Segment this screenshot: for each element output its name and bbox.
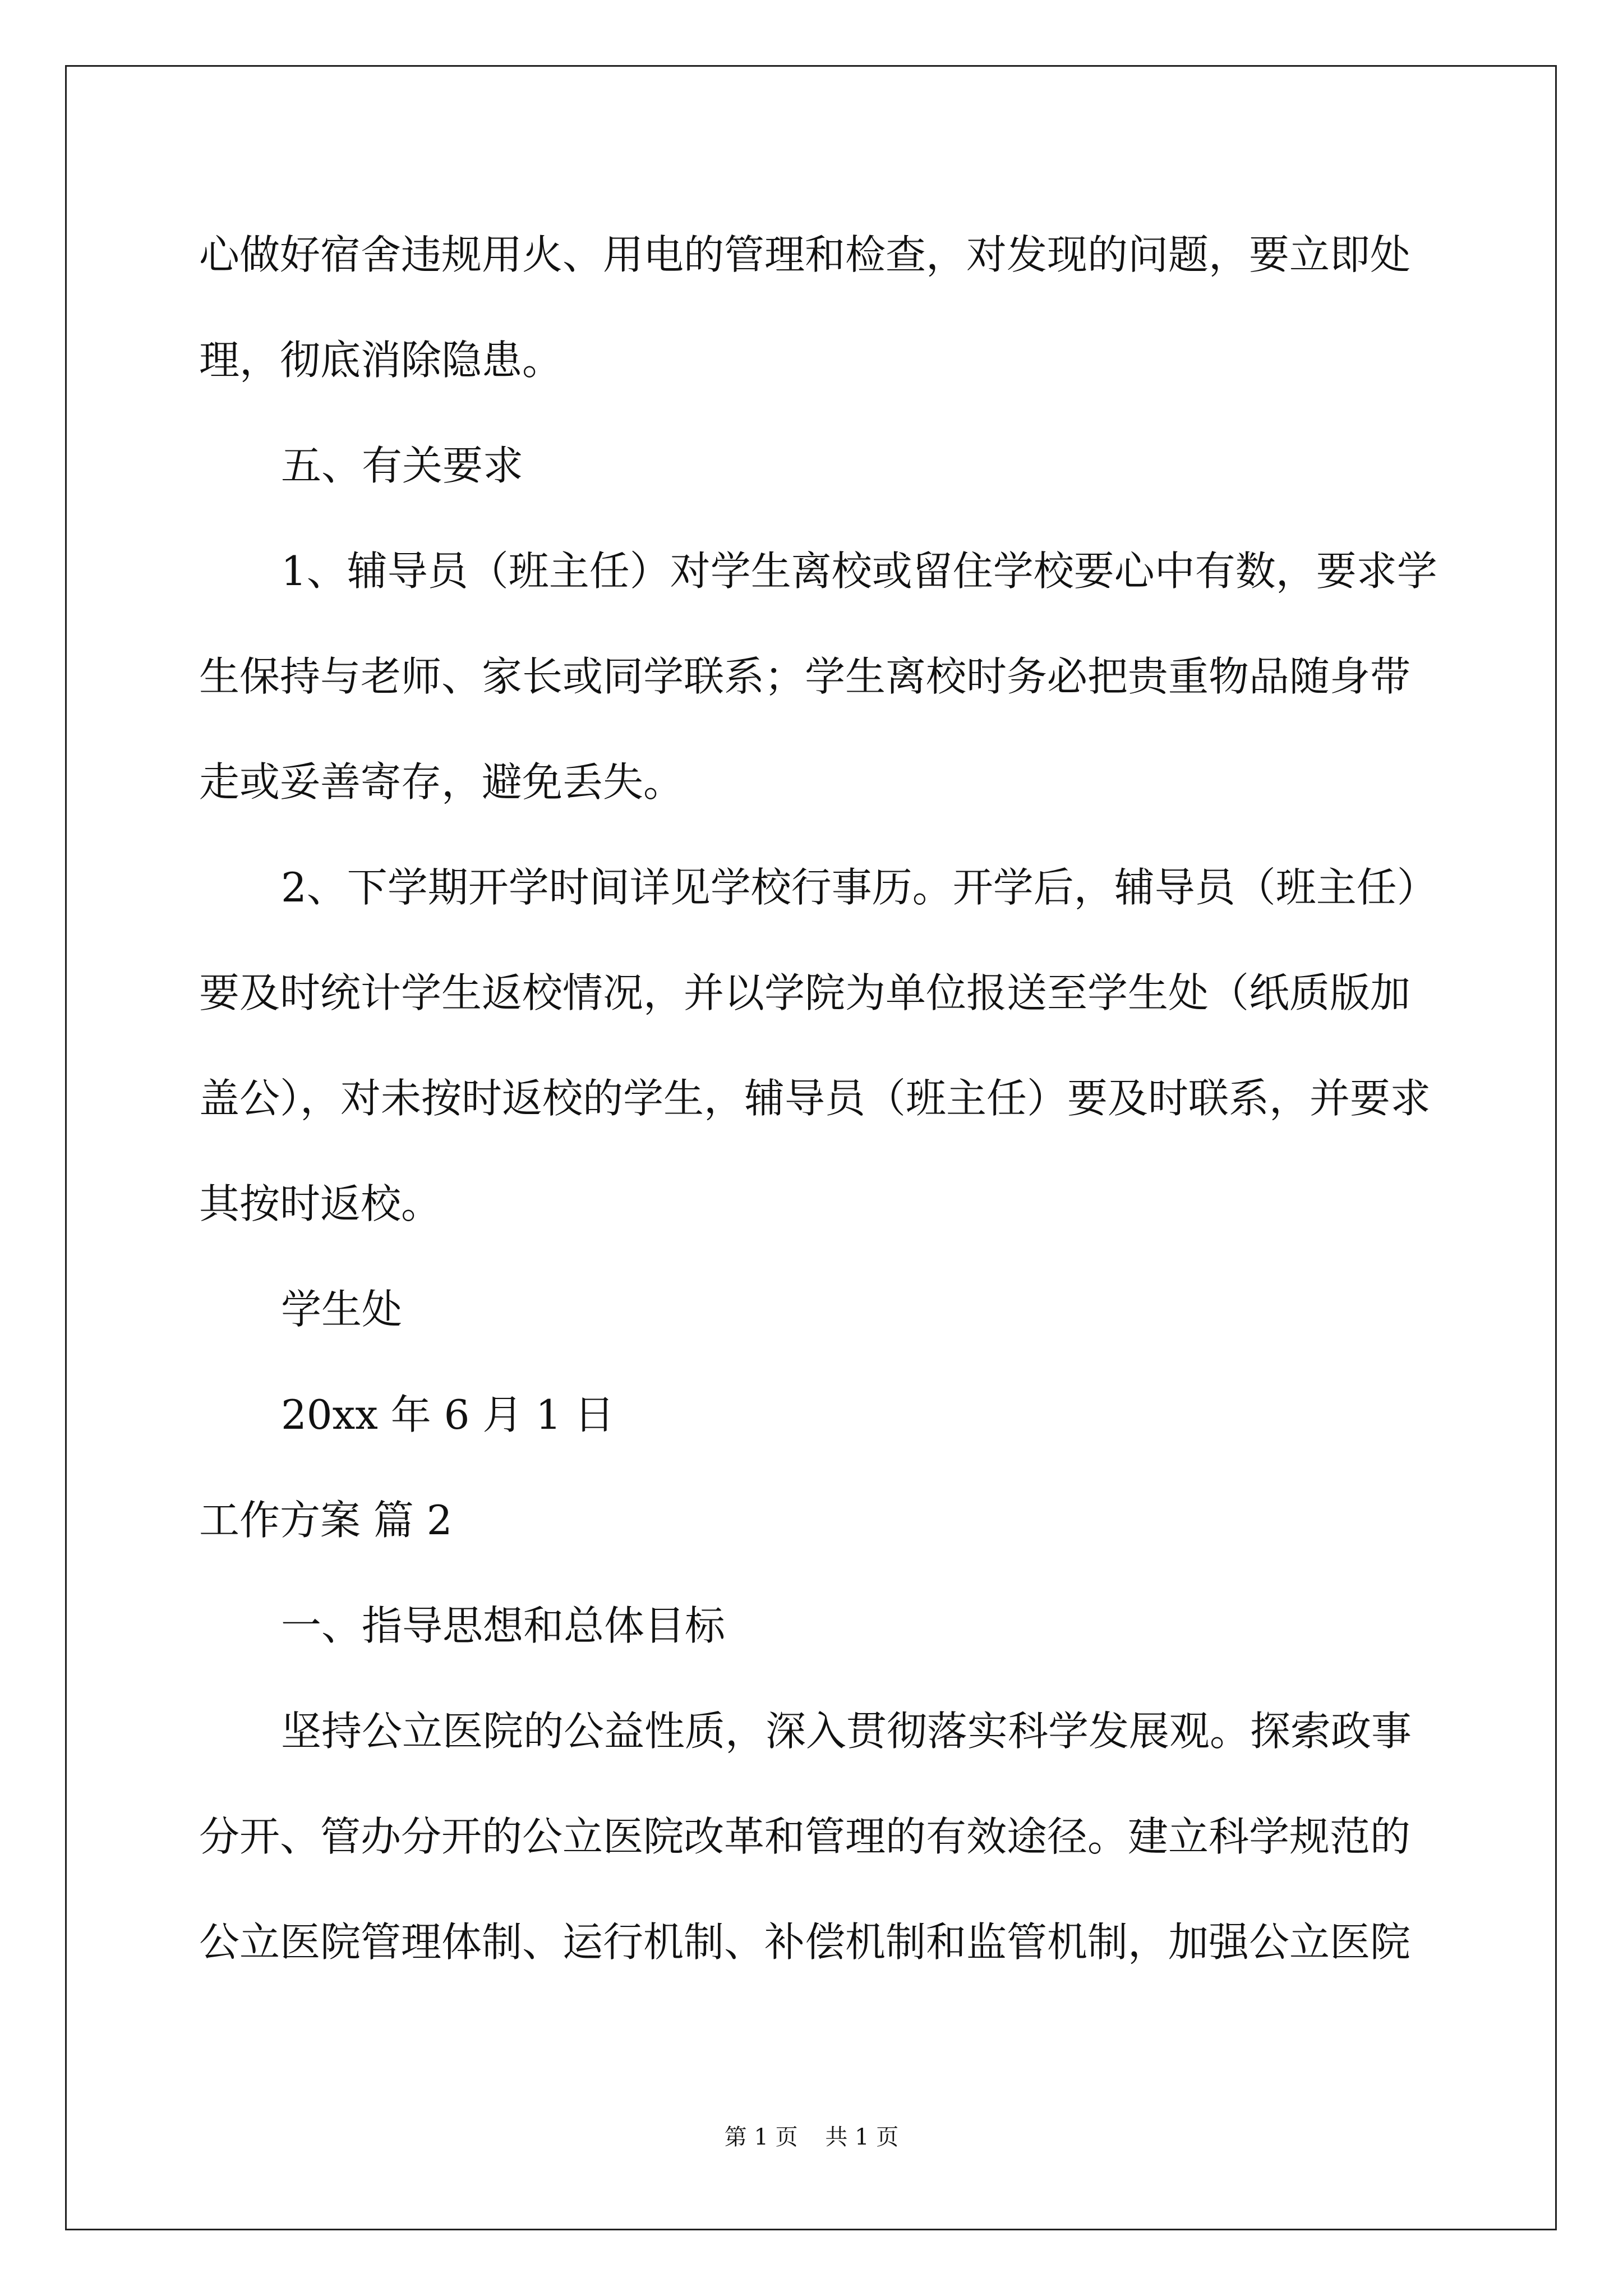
section-title-plan-2: 工作方案 篇 2: [199, 1497, 453, 1544]
text-line-8: 要及时统计学生返校情况，并以学院为单位报送至学生处（纸质版加: [199, 969, 1411, 1016]
text-line-15: 坚持公立医院的公益性质，深入贯彻落实科学发展观。探索政事: [281, 1708, 1412, 1755]
text-line-16: 分开、管办分开的公立医院改革和管理的有效途径。建立科学规范的: [199, 1813, 1411, 1860]
page-number-total: 共 1 页: [825, 2124, 899, 2150]
page-number-current: 第 1 页: [724, 2124, 798, 2150]
signature-date: 20xx 年 6 月 1 日: [281, 1391, 615, 1438]
text-line-5: 生保持与老师、家长或同学联系；学生离校时务必把贵重物品随身带: [199, 653, 1411, 700]
page-footer: [0, 2120, 1623, 2154]
text-line-4: 1、辅导员（班主任）对学生离校或留住学校要心中有数，要求学: [281, 547, 1437, 595]
text-line-7: 2、下学期开学时间详见学校行事历。开学后，辅导员（班主任）: [281, 864, 1437, 911]
document-body: [199, 202, 1437, 1995]
section-heading-requirements: 五、有关要求: [281, 442, 524, 489]
section-heading-guiding-ideology: 一、指导思想和总体目标: [281, 1602, 726, 1649]
signature-office: 学生处: [281, 1286, 403, 1333]
text-line-10: 其按时返校。: [199, 1180, 442, 1227]
text-line-9: 盖公），对未按时返校的学生，辅导员（班主任）要及时联系，并要求: [199, 1075, 1431, 1122]
text-line-6: 走或妥善寄存，避免丢失。: [199, 758, 684, 806]
text-line-1: 心做好宿舍违规用火、用电的管理和检查，对发现的问题，要立即处: [199, 231, 1411, 278]
text-line-2: 理，彻底消除隐患。: [199, 337, 563, 384]
text-line-17: 公立医院管理体制、运行机制、补偿机制和监管机制，加强公立医院: [199, 1918, 1411, 1966]
